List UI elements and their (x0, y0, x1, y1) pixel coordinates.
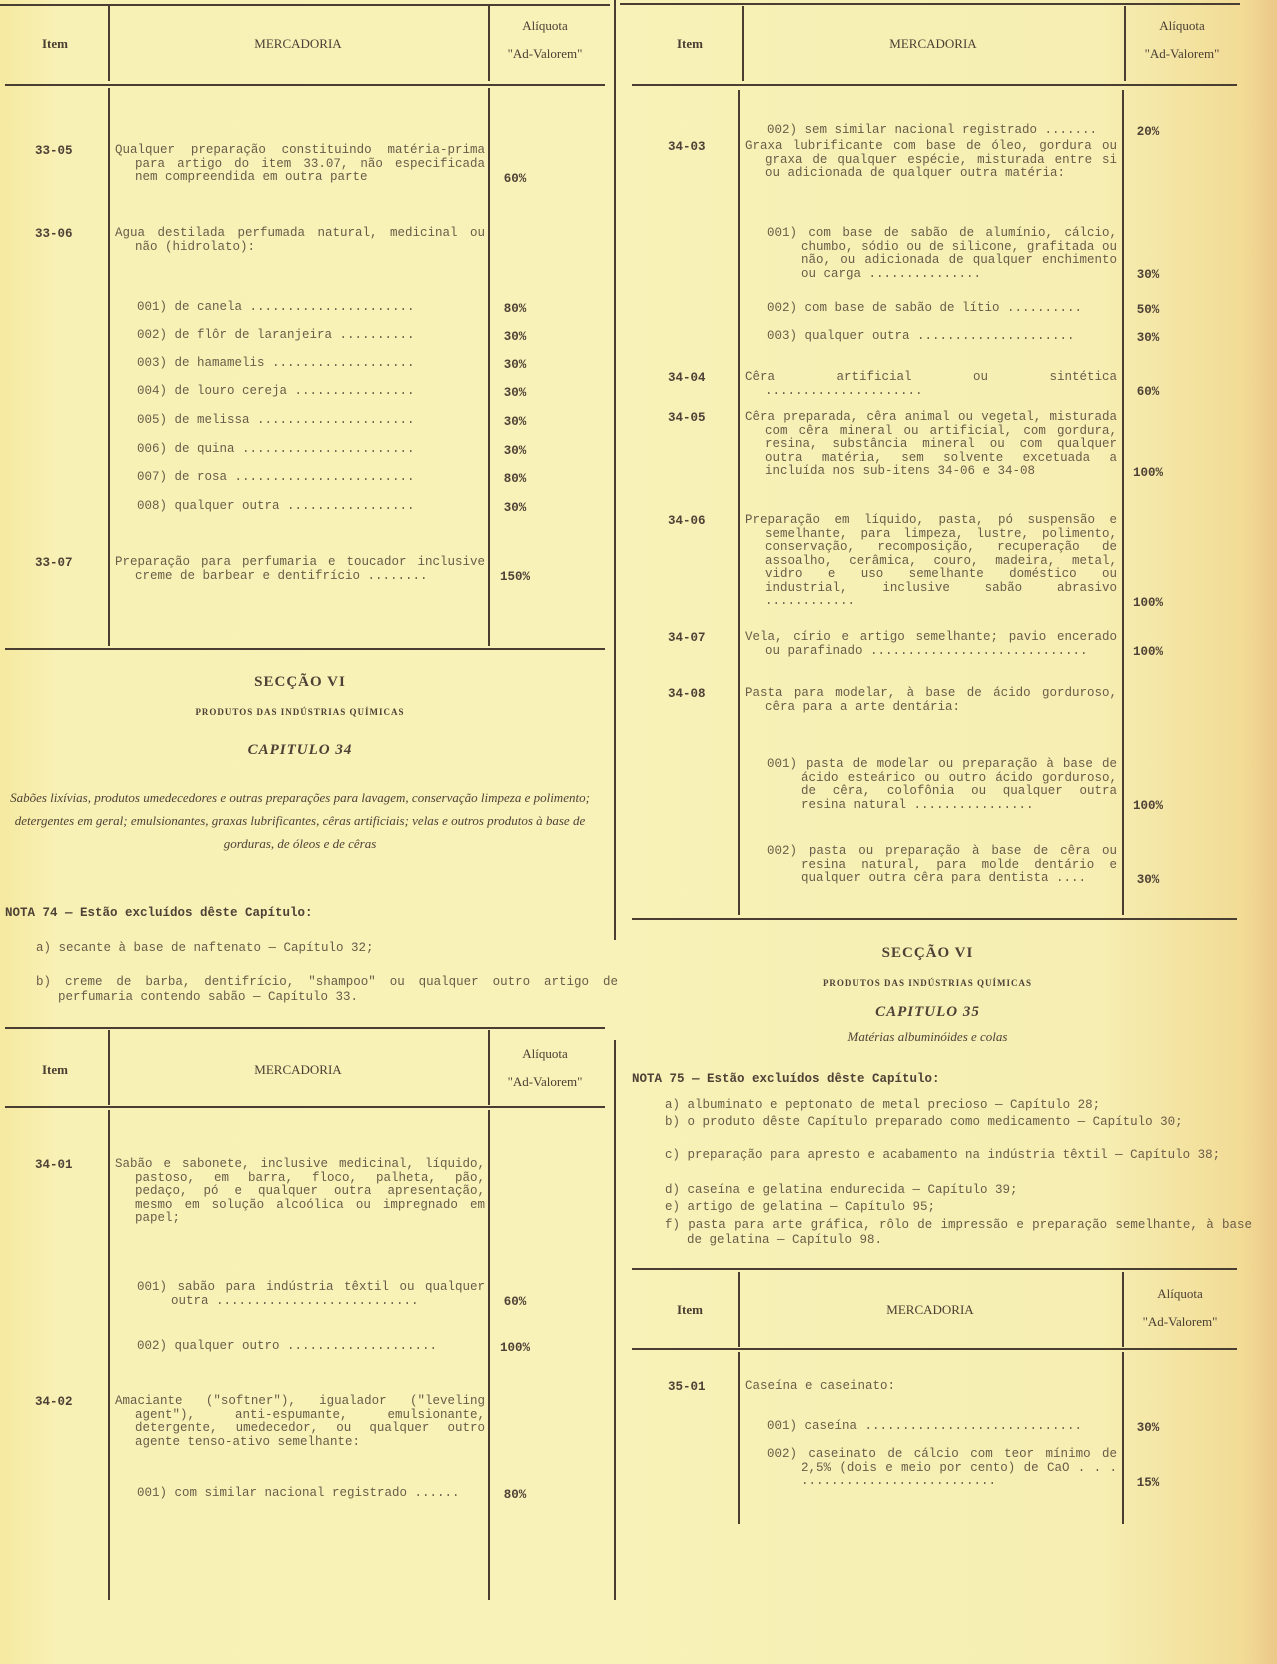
header-aliquota: Alíquota (522, 1046, 568, 1061)
rate-value: 60% (503, 1294, 527, 1309)
note-heading: NOTA 75 — Estão excluídos dêste Capítulo: (632, 1072, 940, 1086)
item-code: 33-05 (35, 144, 73, 158)
note-item: c) preparação para apresto e acabamento na indústria têxtil — Capítulo 38; (665, 1148, 1221, 1162)
rate-value: 60% (503, 171, 527, 186)
note-heading: NOTA 74 — Estão excluídos dêste Capítulo: (5, 906, 313, 920)
item-code: 35-01 (668, 1380, 706, 1394)
chapter-title: CAPITULO 35 (875, 1004, 980, 1020)
sub-item-description: 001) caseína ............................. (767, 1419, 1083, 1433)
column-divider (738, 90, 740, 915)
table-top-rule (5, 1027, 605, 1029)
note-item: f) pasta para arte gráfica, rôlo de impressão e preparação semelhante, à base de gelatina — Capítulo 98. (665, 1218, 1252, 1247)
sub-item-description: 001) sabão para indústria têxtil ou qualquer outra ........................... (137, 1280, 485, 1308)
page-column-divider (614, 1040, 616, 1600)
item-code: 34-04 (668, 371, 706, 385)
header-mercadoria: MERCADORIA (254, 1062, 342, 1077)
table-bottom-rule (5, 648, 605, 650)
item-description: Graxa lubrificante com base de óleo, gordura ou graxa de qualquer espécie, misturada entre si ou adicionada de qualquer outra matéria: (745, 139, 1117, 180)
rate-value: 60% (1136, 384, 1160, 399)
header-aliquota: Alíquota (1159, 18, 1205, 33)
header-mercadoria: MERCADORIA (254, 36, 342, 51)
sub-item-description: 002) de flôr de laranjeira .......... (137, 328, 415, 342)
sub-item-description: 001) pasta de modelar ou preparação à base de ácido esteárico ou outro ácido gorduroso, de cêra, colofônia ou qualquer outra resina natural ................ (767, 757, 1117, 812)
rate-value: 30% (1136, 1420, 1160, 1435)
chapter-description: Sabões lixívias, produtos umedecedores e outras preparações para lavagem, conservação limpeza e polimento; detergentes em geral; emulsionantes, graxas lubrificantes, cêras artificiais; velas e outros produtos à base de gorduras, de óleos e de cêras (10, 790, 590, 851)
header-ad-valorem: "Ad-Valorem" (507, 1074, 583, 1089)
section-subtitle: PRODUTOS DAS INDÚSTRIAS QUÍMICAS (822, 978, 1033, 988)
rate-value: 80% (503, 301, 527, 316)
item-code: 34-01 (35, 1158, 73, 1172)
sub-item-description: 003) qualquer outra ..................... (767, 329, 1075, 343)
table-top-rule (0, 4, 610, 6)
item-description: Cêra artificial ou sintética ..................... (745, 370, 1117, 398)
item-description: Pasta para modelar, à base de ácido gorduroso, cêra para a arte dentária: (745, 686, 1117, 714)
rate-value: 100% (499, 1340, 530, 1355)
item-description: Caseína e caseinato: (745, 1379, 896, 1393)
sub-item-description: 001) de canela ...................... (137, 300, 415, 314)
rate-value: 150% (499, 569, 530, 584)
sub-item-description: 001) com base de sabão de alumínio, cálcio, chumbo, sódio ou de silicone, grafitada ou não, ou adicionada de qualquer enchimento ou carga ............... (767, 226, 1117, 281)
note-item: a) secante à base de naftenato — Capítulo 32; (36, 941, 374, 955)
rate-value: 30% (503, 385, 527, 400)
rate-value: 15% (1136, 1475, 1160, 1490)
rate-value: 30% (503, 329, 527, 344)
rate-value: 30% (1136, 330, 1160, 345)
item-code: 33-07 (35, 556, 73, 570)
sub-item-description: 005) de melissa ..................... (137, 413, 415, 427)
header-mercadoria: MERCADORIA (886, 1302, 974, 1317)
table-top-rule (632, 1268, 1237, 1270)
header-aliquota: Alíquota (522, 18, 568, 33)
column-divider (1122, 1352, 1124, 1524)
rate-value: 20% (1136, 124, 1160, 139)
header-aliquota: Alíquota (1157, 1286, 1203, 1301)
item-code: 33-06 (35, 227, 73, 241)
item-description: Sabão e sabonete, inclusive medicinal, líquido, pastoso, em barra, floco, palheta, pão, pedaço, pó e qualquer outra apresentação, mesmo em solução alcoólica ou impregnado em papel; (115, 1157, 485, 1225)
rate-value: 100% (1132, 595, 1163, 610)
rate-value: 100% (1132, 798, 1163, 813)
item-description: Agua destilada perfumada natural, medicinal ou não (hidrolato): (115, 226, 485, 254)
column-divider (1122, 90, 1124, 915)
rate-value: 80% (503, 1487, 527, 1502)
sub-item-description: 008) qualquer outra ................. (137, 499, 415, 513)
header-item: Item (42, 1062, 68, 1077)
column-divider (108, 88, 110, 646)
rate-value: 100% (1132, 465, 1163, 480)
header-item: Item (677, 1302, 703, 1317)
header-ad-valorem: "Ad-Valorem" (1142, 1314, 1218, 1329)
rate-value: 30% (503, 357, 527, 372)
column-divider (738, 1352, 740, 1524)
sub-item-description: 006) de quina ....................... (137, 442, 415, 456)
header-ad-valorem: "Ad-Valorem" (507, 46, 583, 61)
sub-item-description: 007) de rosa ........................ (137, 470, 415, 484)
table-bottom-rule (632, 918, 1237, 920)
column-divider (488, 1030, 490, 1105)
item-code: 34-05 (668, 411, 706, 425)
rate-value: 30% (503, 443, 527, 458)
item-description: Preparação em líquido, pasta, pó suspensão e semelhante, para limpeza, lustre, polimento, conservação, recomposição, recuperação de assoalho, cerâmica, couro, madeira, metal, vidro e uso semelhante doméstico ou industrial, inclusive sabão abrasivo ............ (745, 513, 1117, 608)
sub-item-description: 002) pasta ou preparação à base de cêra ou resina natural, para molde dentário e qualquer outra cêra para dentista .... (767, 844, 1117, 885)
item-code: 34-06 (668, 514, 706, 528)
rate-value: 30% (1136, 267, 1160, 282)
item-description: Amaciante ("softner"), igualador ("leveling agent"), anti-espumante, emulsionante, detergente, umedecedor, ou qualquer outro agente tenso-ativo semelhante: (115, 1394, 485, 1449)
header-rule (632, 84, 1237, 86)
chapter-title: CAPITULO 34 (247, 742, 353, 758)
item-code: 34-07 (668, 631, 706, 645)
item-description: Cêra preparada, cêra animal ou vegetal, misturada com cêra mineral ou artificial, com gordura, resina, substância mineral ou com qualquer outra matéria, sem solvente excetuada a incluída nos sub-itens 34-06 e 34-08 (745, 410, 1117, 478)
header-ad-valorem: "Ad-Valorem" (1144, 46, 1220, 61)
header-mercadoria: MERCADORIA (889, 36, 977, 51)
section-title: SECÇÃO VI (254, 674, 346, 690)
sub-item-description: 004) de louro cereja ................ (137, 384, 415, 398)
rate-value: 80% (503, 471, 527, 486)
column-divider (108, 1110, 110, 1600)
sub-item-description: 002) caseinato de cálcio com teor mínimo de 2,5% (dois e meio por cento) de CaO . . . .......................... (767, 1447, 1117, 1488)
header-rule (5, 1106, 605, 1108)
item-code: 34-08 (668, 687, 706, 701)
item-description: Vela, círio e artigo semelhante; pavio encerado ou parafinado ............................. (745, 630, 1117, 658)
note-item: b) creme de barba, dentifrício, "shampoo" ou qualquer outro artigo de perfumaria contendo sabão — Capítulo 33. (36, 975, 618, 1004)
sub-item-description: 002) sem similar nacional registrado ....... (767, 123, 1098, 137)
sub-item-description: 001) com similar nacional registrado ...... (137, 1486, 460, 1500)
header-item: Item (677, 36, 703, 51)
rate-value: 100% (1132, 644, 1163, 659)
rate-value: 30% (503, 500, 527, 515)
note-item: b) o produto dêste Capítulo preparado como medicamento — Capítulo 30; (665, 1115, 1183, 1129)
item-code: 34-02 (35, 1395, 73, 1409)
column-divider (488, 1110, 490, 1600)
sub-item-description: 002) com base de sabão de lítio .......... (767, 301, 1083, 315)
note-item: e) artigo de gelatina — Capítulo 95; (665, 1200, 936, 1214)
chapter-description: Matérias albuminóides e colas (847, 1029, 1008, 1044)
table-top-rule (620, 3, 1240, 5)
header-rule (632, 1348, 1237, 1350)
header-item: Item (42, 36, 68, 51)
page-column-divider (614, 0, 616, 940)
item-description: Preparação para perfumaria e toucador inclusive creme de barbear e dentifrício ........ (115, 555, 485, 583)
rate-value: 50% (1136, 302, 1160, 317)
note-item: d) caseína e gelatina endurecida — Capítulo 39; (665, 1183, 1018, 1197)
note-item: a) albuminato e peptonato de metal precioso — Capítulo 28; (665, 1098, 1101, 1112)
sub-item-description: 002) qualquer outro .................... (137, 1339, 438, 1353)
rate-value: 30% (503, 414, 527, 429)
section-title: SECÇÃO VI (881, 945, 974, 961)
header-rule (5, 84, 605, 86)
sub-item-description: 003) de hamamelis ................... (137, 356, 415, 370)
rate-value: 30% (1136, 872, 1160, 887)
section-subtitle: PRODUTOS DAS INDÚSTRIAS QUÍMICAS (195, 707, 405, 717)
item-description: Qualquer preparação constituindo matéria-prima para artigo do item 33.07, não especificada nem compreendida em outra parte (115, 143, 485, 184)
column-divider (1122, 1272, 1124, 1347)
item-code: 34-03 (668, 140, 706, 154)
